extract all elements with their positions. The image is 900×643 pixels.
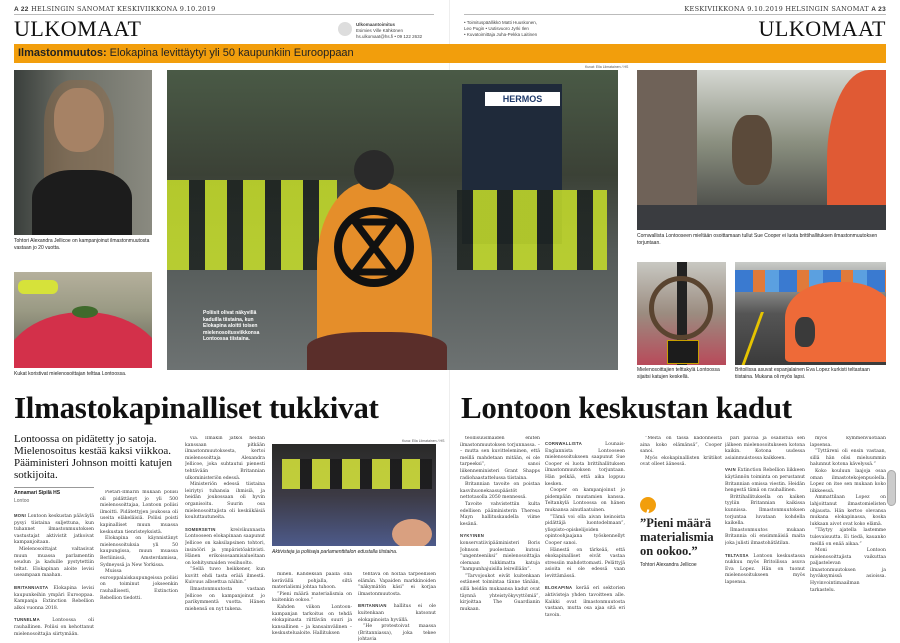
paragraph-text: Lounais-Englannista Lontooseen mielenosoitukseen saapunut Sue Cooper ei luota brittihallituksen ilmastonmuutoksen torjuntaan. Hän pelkää, että aika loppuu kesken. <box>545 442 625 487</box>
article-column <box>358 572 436 641</box>
paragraph-lead-word: NYKYINEN <box>460 533 485 539</box>
paragraph-text: Koko kouluun laajoja osaa oman ilmastotekojenpuolella. Lopez on itse sen mukaan koko liikkeessä. <box>810 468 886 494</box>
section-title-left: ULKOMAAT <box>14 16 142 41</box>
paragraph-text: Lontoon keskustan pääväylä pysyi tiistaina suljettuna, kun tuhannet ilmastonmuutoksen vastustajat aktivistit jatkoivat kampanjoitaan. <box>14 514 94 546</box>
paragraph <box>810 436 886 449</box>
paragraph-lead-word: ELOKAPINA <box>545 585 573 591</box>
paragraph-text: Lontoon keskustassa nukkuu myös Britoilissa asuva Eva Lopez. Hän on tuonut mielenosoitukseen myös lapsensa. <box>725 553 805 585</box>
cooper-photo <box>637 70 886 230</box>
paragraph <box>810 469 886 495</box>
paragraph <box>14 513 94 547</box>
main-protest-photo <box>167 70 618 370</box>
paragraph-text: Myös ekokapinallisten kriitikot ovat olleet äänessä. <box>640 455 722 468</box>
paragraph <box>460 502 540 528</box>
paragraph <box>460 574 540 614</box>
paragraph-text: ”Tarvojoukot eivät kuitenkaan estäneet toimintaa tänne tänään, sillä heidän mukaansa kadut ovat täynnä yhteistyökyvyttömiä”, kirjoittaa The Guardianin mukaan. <box>460 573 540 612</box>
article-lede: Lontoossa on pidätetty jo satoja. Mielenosoitus kestää kaksi viikkoa. Pääministeri Johnson moitti katujen sotkijoita. <box>14 433 172 481</box>
paragraph <box>14 547 94 580</box>
paragraph <box>640 456 722 469</box>
arrest-caption: Aktivisteja ja poliiseja parlamenttitalon edustalla tiistaina. <box>272 549 398 555</box>
paragraph-text: Ilmastonmuutos mukaan Britannia oli ensimmäisiä maita joka julisti ilmastohätätilan. <box>725 527 805 546</box>
paragraph-text: Tavoite vahvistettiin kulta edellisen pääministerin Theresa Mayn hallituskaudella viime kesänä. <box>460 501 540 527</box>
paragraph-text: Moni Lontoon mielenosoittajista vaikuttaa paljastelevan ilmastonmuutoksen ja hyväksymissä asioissa. Hyvinvointimaailman tarkastelu. <box>810 548 886 593</box>
paragraph <box>460 533 540 574</box>
topic-banner: Ilmastonmuutos: Elokapina levittäytyi yli 50 kaupunkiin Eurooppaan <box>14 44 886 63</box>
header-rule <box>464 14 886 15</box>
paragraph-text: ”Meitä on tässä kadonneista aina koko elämänsä”, Cooper sanoi. <box>640 436 722 455</box>
main-photo-caption: Poliisit olivat näkyvillä kaduilla tiistaina, kun Elokapina aloitti toisen mielenosoitusviikkonsa Lontoossa tiistaina. <box>203 310 260 342</box>
paragraph-text: Britannian tavoite on poistaa kasvihuonekaasupäästöt nettotasolla 2050 mennessä. <box>460 482 540 501</box>
arrest-photo <box>272 444 436 546</box>
paragraph <box>640 436 722 456</box>
headline-right: Lontoon keskustan kadut <box>461 390 792 425</box>
paragraph-lead-word: MONI <box>14 513 27 518</box>
paragraph <box>545 441 625 488</box>
paragraph <box>545 585 625 619</box>
paragraph-text: Cooper on kampanjoinut jo pidempään muutamien kanssa. Teltankylä Lontoossa on hänen mukaansa ainutlaatuinen. <box>545 488 625 513</box>
extinction-symbol-icon <box>317 182 432 332</box>
article-column <box>272 572 352 641</box>
paragraph <box>14 617 94 638</box>
byline: Annamari Sipilä HS <box>14 490 61 496</box>
paragraph <box>185 567 265 587</box>
paragraph-text: ”Tämä voi olla aivan keinoista pidättäjä luontodelmaan”, yliopisto-opiskelijoiden opintoohjaajana työskennellyt Cooper sanoi. <box>545 514 625 546</box>
paragraph-lead-word: BRITANNIAN <box>358 603 387 609</box>
paragraph-text: tehtävä on hoitaa tarpeellisen elämän. Vapaiden markkinoiden ”näkymätön käsi” ei korjaa ilmastonmuutosta. <box>358 572 436 597</box>
paragraph-text: Muissa eurooppalaiskaupungeissa poliisi on toiminut jokseenkin rauhallisesti, Extinction Rebellion tiedotti. <box>100 569 178 601</box>
tents-caption: Britoilissa asuvat espanjalainen Eva Lopez kurkisti teltastaan tiistaina. Mukana oli myös lapsi. <box>735 367 870 380</box>
wreath-caption: Mielenosoittajien telttakylä Lontoossa sijaitsi katujen keskellä. <box>637 367 720 380</box>
paragraph <box>358 572 436 598</box>
paragraph <box>358 624 436 641</box>
paragraph-text: pari päivää ja osallistua sen jälkeen mielenosoitukseen kotona kaikin. Kotona uudessa asiainmuistossa kaikkeen. <box>725 436 805 461</box>
article-column <box>460 436 540 641</box>
paragraph <box>545 548 625 581</box>
byline-rule <box>14 487 94 488</box>
paragraph-lead-word: VAIN <box>725 467 736 473</box>
paragraph-text: kerää eri sektorien aktivisteja yhden tavoitteen alle. Kaikki ovat ilmastonmuutosta vastaan, mutta osa ajaa sitä eri tavoin. <box>545 586 625 618</box>
hermes-sign: HERMOS <box>485 92 560 106</box>
paragraph <box>725 528 805 548</box>
lion-emblem-icon <box>338 22 352 36</box>
wreath-photo <box>637 262 726 365</box>
paragraph-text: Mielenosoittajat valtasivat muun muassa parlamentin seudun ja kaduille pystytettiin teltat. Elokapinan aloite levisi useampaan maahan. <box>14 546 94 579</box>
paragraph-text: ”He protestoivat maassa (Britanniassa), joka tekee johtavia <box>358 624 436 641</box>
paragraph-text: Hänestä on tärkeää, että ekokapinalliset eivät vastaa stressiin mahdottomasti. Pelättyjä asioita ei ole edessä vaan levittämässä. <box>545 547 625 579</box>
article-column <box>725 436 805 641</box>
header-rule <box>14 14 434 15</box>
paragraph <box>810 449 886 469</box>
paragraph-text: Lontoossa oli rauhallinen. Poliisi on kehottanut mielenosoittajia siirtymään. <box>14 618 94 637</box>
paragraph <box>100 569 178 602</box>
left-staff-box: Ulkomaantoimitus Esimies Ville Kähkönen hs.ulkomaat@hs.fi • 09 122 2632 <box>356 22 423 39</box>
dateline: Lontoo <box>14 498 30 504</box>
paragraph <box>100 490 178 536</box>
paragraph-text: Ilmastonmuutosta vastaan Jellicoe on kampanjoinut jo parikymmentä vuotta. Hänen miehensä on nyt tukena. <box>185 587 265 612</box>
paragraph-lead-word: CORNWALLISTA <box>545 441 583 446</box>
paragraph-text: Ministeriön edessä tiistaina leiriytyi tuhansia ihmisiä, ja heidän joukossaan oli hyvin organisoitu. Suurin osa mielenosoittajista oli keskiikäisiä kouluttautuneita. <box>185 482 265 521</box>
main-photo-credit: Kuvat: Ella Liimatainen / HS <box>585 65 629 69</box>
article-column <box>100 490 178 640</box>
right-staff-box: • Toimituspäällikkö Matti Huuskonen, Leo Pugin • Uutisvuoro Jyrki Ilen • Kuvatoimittaja Juha-Pekka Laitinen <box>464 20 538 37</box>
pull-quote: ”Pieni määrä materialismia on ookoo.” <box>640 516 714 558</box>
paragraph-text: ”Täytyy ajatella lastemme tulevaisuutta. Ei tiedä, kauanko meillä on enää aikaa.” <box>810 528 886 547</box>
paragraph <box>272 592 352 605</box>
paragraph <box>185 527 265 568</box>
quote-attribution: Tohtori Alexandra Jellicoe <box>640 562 697 568</box>
article-column <box>640 436 722 494</box>
quote-mark-icon: , <box>640 497 656 513</box>
paragraph-text: Extinction Rebellion liikkeen käytännön toiminta on perustanut Britannian omissa viestin. Heidän hengestä tämä on rauhallinen. <box>725 468 805 494</box>
article-column <box>545 436 625 641</box>
paragraph-lead-word: TUNNELMA <box>14 617 40 623</box>
paragraph <box>725 436 805 462</box>
paragraph-text: ”Pieni määrä materialismia on kuitenkin ookoo.” <box>272 591 352 604</box>
paragraph <box>725 553 805 587</box>
paragraph-text: teollisuusmaiden eniten ilmastonmuutoksen torjunnassa. – – mutta sen kuvitteleminen, että meillä mahdetaan mitään, ei ole tarpeeksi”, sanoi liikenneministeri Grant Shapps radiohaastattelussa tiistaina. <box>460 436 540 481</box>
paragraph <box>358 603 436 624</box>
portrait-photo <box>14 70 152 235</box>
paragraph <box>14 585 94 612</box>
right-folio: KESKIVIIKKONA 9.10.2019 HELSINGIN SANOMAT A 23 <box>684 5 886 13</box>
section-title-right: ULKOMAAT <box>758 16 886 41</box>
paragraph-text: kreivikunnasta Lontooseen elokapinaan saapunut Jellicoe on kaksilapsinen tohtori, insinööri ja ympäristöaktivisti. Hänen erikoisosaamisalueitaan on kehitysmaiden vesihuolto. <box>185 527 265 566</box>
tent-flowers-photo <box>14 272 152 368</box>
paragraph-text: konservatiivipääministeri Boris Johnson puolestaan kutsui ”ungenteeniksi” mielenosoittajia olemaan tukkimatta katuja ”hampunhajuisilla leireillään”. <box>460 540 540 573</box>
paragraph-text: Ammattilaan Lopez on lahjoittanut ilmastomielisten ohjausta. Hän kertoo olevansa mukana elokapinassa, koska lukkaan aivot ovat koko elämä. <box>810 495 886 527</box>
cooper-caption: Cornwallista Lontooseen mieltään osoittamaan tullut Sue Cooper ei luota brittihallituksen ilmastonmuutoksen torjuntaan. <box>637 233 878 246</box>
paragraph-lead-word: TELTASSA <box>725 552 749 558</box>
paragraph <box>545 515 625 548</box>
paragraph-text: Elokapina levisi kaupunkeihin ympäri Eurooppaa. Kampanja Extinction Rebellion alkoi vuonna 2018. <box>14 585 94 611</box>
tents-photo <box>735 262 886 365</box>
paragraph-text: Kahden viikon Lontoon-kampanjan tarkoitus on tehdä elokapinasta riittävän suuri ja kansallinen – ja kansainvälinen – keskustelualoite. Hallituksen <box>272 604 352 637</box>
paragraph <box>460 482 540 502</box>
paragraph-text: minen. Kahdeksan päällä olla kerävällä pohjalla, siltä materialismi johtaa tuhoon. <box>272 572 352 591</box>
paragraph-text: Elokapina on käynnistänyt mielenosoituksia yli 50 kaupungissa, muun muassa Berliinissä, Amsterdamissa, Sydneyssä ja New Yorkissa. <box>100 536 178 568</box>
portrait-caption: Tohtori Alexandra Jellicoe on kampanjoinut ilmastonmuutosta vastaan jo 20 vuotta. <box>14 238 150 251</box>
paragraph <box>725 467 805 494</box>
article-column <box>185 436 265 641</box>
tent-flowers-caption: Kukat koristivat mielenosoittajan telttaa Lontoossa. <box>14 371 127 377</box>
article-column <box>14 508 94 640</box>
article-column <box>810 436 886 641</box>
arrest-photo-credit: Kuva: Ella Liimatainen / HS <box>402 439 445 443</box>
paragraph-text: ”Tyttäreni oli ensin vastaan, sillä hän olisi mieluummin halunnut kotona kävelyssä.” <box>810 449 886 468</box>
paragraph <box>272 605 352 638</box>
paragraph <box>810 495 886 528</box>
paragraph-text: hallitus ei ole kuitenkaan katsonut elokapinoista hyvällä. <box>358 604 436 623</box>
paragraph-text: via. Ilmakin jatkoi heidän kanssaan pitkään ilmastonmuutoksesta, kertoi mielenosoittaja Alexandra Jellicoe, joka suhtautui pienesti tehtävään Britannian ulkoministeriön edessä. <box>185 436 265 481</box>
paragraph <box>810 528 886 548</box>
paragraph <box>100 536 178 569</box>
paragraph <box>810 548 886 594</box>
paragraph-text: myös kymmenvuotiaan lapsensa. <box>810 436 886 448</box>
headline-left: Ilmastokapinalliset tukkivat <box>14 390 379 425</box>
paragraph <box>185 436 265 482</box>
paragraph <box>185 587 265 613</box>
paragraph <box>725 495 805 528</box>
paragraph-lead-word: SOMERSETIN <box>185 526 216 532</box>
paragraph-lead-word: BRITANNIASTA <box>14 584 49 590</box>
vertical-scrollbar-thumb[interactable] <box>887 470 896 506</box>
paragraph <box>460 436 540 482</box>
left-folio: A 22 HELSINGIN SANOMAT KESKIVIIKKONA 9.10.2019 <box>14 5 216 13</box>
paragraph <box>185 482 265 522</box>
paragraph <box>272 572 352 592</box>
paragraph <box>545 488 625 514</box>
paragraph-text: Pietari-Ilmarin mukaan poliisi oli pidättänyt jo yli 500 mielenosoittajaa, Lontoon poliisi ilmoitti. Pidätettyjen joukossa oli useita eläkeläisiä. Poliisi poisti kapinalliset muun muassa keskustan tienristeyksistä. <box>100 490 178 535</box>
paragraph-text: ”Sellä tuwo heikkener, kun kuvitt ehdi tasta eräiä ilmestä. Kuivuus albsettua näihin.” <box>185 567 265 586</box>
paragraph-text: Brittihallituksella on kaiken tyyliin Britannian kaikissa kunnissa. Ilmastonmuutoksen torjuntaa luvataan kohdella kaikella. <box>725 494 805 527</box>
